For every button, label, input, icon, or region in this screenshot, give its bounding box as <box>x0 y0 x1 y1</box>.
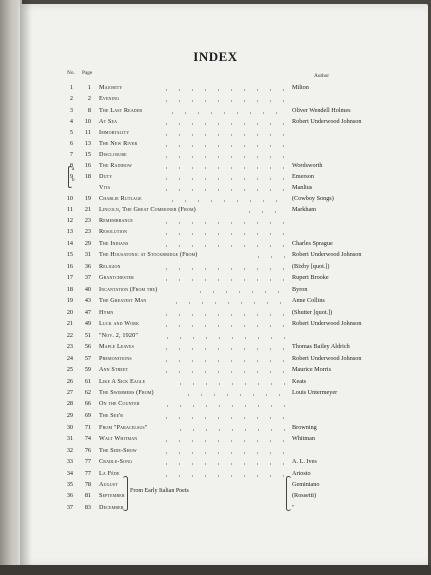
entry-title: Vita <box>99 184 111 191</box>
entry-title: Evening <box>99 95 120 102</box>
entry-title: Premonitions <box>99 355 132 362</box>
leader-dots <box>243 205 285 215</box>
entry-title: Resolution <box>99 228 128 235</box>
table-row <box>0 194 431 204</box>
entry-author: Keats <box>292 378 307 385</box>
entry-number: 19 <box>66 297 73 304</box>
entry-page: 62 <box>84 389 91 396</box>
entry-author: Browning <box>292 424 317 431</box>
entry-author: Robert Underwood Johnson <box>292 355 362 362</box>
leader-dots <box>160 83 285 93</box>
entry-page: 16 <box>84 162 91 169</box>
entry-number: 34 <box>66 470 73 477</box>
entry-number: 22 <box>66 332 73 339</box>
entry-page: 29 <box>84 240 91 247</box>
entry-number: 6 <box>69 140 73 147</box>
entry-number: 10 <box>66 195 73 202</box>
leader-dots <box>160 469 285 479</box>
entry-page: 40 <box>84 286 91 293</box>
entry-page: 77 <box>84 470 91 477</box>
entry-page: 49 <box>84 320 91 327</box>
entry-page: 21 <box>84 206 91 213</box>
table-row <box>0 183 431 193</box>
leader-dots <box>160 183 285 193</box>
entry-page: 51 <box>84 332 91 339</box>
table-row <box>0 388 431 398</box>
leader-dots <box>174 423 285 433</box>
table-row <box>0 319 431 329</box>
table-row <box>0 239 431 249</box>
entry-page: 77 <box>84 458 91 465</box>
entry-title: The Indians <box>99 240 129 247</box>
entry-author: " <box>292 504 295 511</box>
entry-page: 56 <box>84 343 91 350</box>
entry-author: A. L. Ives <box>292 458 317 465</box>
table-row <box>0 342 431 352</box>
table-row <box>0 434 431 444</box>
table-row <box>0 377 431 387</box>
entry-author: Whitman <box>292 435 316 442</box>
entry-number: 30 <box>66 424 73 431</box>
entry-title: Luck and Work <box>99 320 140 327</box>
leader-dots <box>160 172 285 182</box>
entry-number: 3 <box>69 107 73 114</box>
entry-author: Wordsworth <box>292 162 323 169</box>
entry-page: 59 <box>84 366 91 373</box>
entry-number: 32 <box>66 447 73 454</box>
entry-title: Walt Whitman <box>99 435 138 442</box>
entry-page: 19 <box>84 195 91 202</box>
leader-dots <box>160 342 285 352</box>
table-row <box>0 94 431 104</box>
entry-page: 2 <box>87 95 91 102</box>
leader-dots <box>194 285 285 295</box>
leader-dots <box>160 94 285 104</box>
header-page: Page <box>82 70 93 76</box>
entry-author: Oliver Wendell Holmes <box>292 107 351 114</box>
leader-dots <box>166 106 286 116</box>
entry-author: Emerson <box>292 173 314 180</box>
entry-title: Like A Sick Eagle <box>99 378 146 385</box>
entry-page: 43 <box>84 297 91 304</box>
leader-dots <box>160 411 285 421</box>
leader-dots <box>160 434 285 444</box>
entry-page: 66 <box>84 400 91 407</box>
entry-page: 57 <box>84 355 91 362</box>
entry-author: Geminiano <box>292 481 320 488</box>
leader-dots <box>160 319 285 329</box>
entry-number: 20 <box>66 309 73 316</box>
entry-author: Manlius <box>292 184 313 191</box>
entry-page: 69 <box>84 412 91 419</box>
entry-number: 7 <box>69 151 73 158</box>
entry-title: Disclosure <box>99 151 127 158</box>
table-row <box>0 308 431 318</box>
sub-label-b: b <box>72 178 75 183</box>
entry-page: 8 <box>87 107 91 114</box>
leader-dots <box>160 457 285 467</box>
entry-number: 15 <box>66 251 73 258</box>
entry-author: Rupert Brooke <box>292 274 329 281</box>
leader-dots <box>160 139 285 149</box>
entry-title: Incantation (From the) <box>99 286 158 293</box>
entry-page: 37 <box>84 274 91 281</box>
entry-title: December <box>99 504 124 511</box>
entry-number: 27 <box>66 389 73 396</box>
table-row <box>0 227 431 237</box>
entry-title: The Housatonic at Stockbridge (From) <box>99 251 198 258</box>
sub-label-a: a <box>72 167 75 172</box>
bottom-background <box>0 565 431 575</box>
entry-author: Markham <box>292 206 317 213</box>
entry-author: Ariosto <box>292 470 311 477</box>
entry-author: (Shutter [quot.]) <box>292 309 333 316</box>
entry-page: 15 <box>84 151 91 158</box>
entry-title: The Greatest Man <box>99 297 147 304</box>
entry-title: Remembrance <box>99 217 134 224</box>
table-row <box>0 161 431 171</box>
leader-dots <box>160 150 285 160</box>
entry-page: 23 <box>84 217 91 224</box>
entry-title: Hymn <box>99 309 114 316</box>
entry-author: Robert Underwood Johnson <box>292 118 362 125</box>
entry-number: 31 <box>66 435 73 442</box>
entry-title: Cradle-Song <box>99 458 133 465</box>
entry-number: 35 <box>66 481 73 488</box>
table-row <box>0 83 431 93</box>
entry-page: 78 <box>84 481 91 488</box>
entry-page: 11 <box>85 129 91 136</box>
entry-number: 11 <box>67 206 73 213</box>
entry-number: 21 <box>66 320 73 327</box>
entry-title: Majority <box>99 84 123 91</box>
entry-number: 4 <box>69 118 73 125</box>
entry-title: Religion <box>99 263 121 270</box>
table-row <box>0 365 431 375</box>
entry-title: The Rainbow <box>99 162 132 169</box>
leader-dots <box>160 308 285 318</box>
leader-dots <box>160 365 285 375</box>
leader-dots <box>170 296 285 306</box>
table-row <box>0 331 431 341</box>
table-row <box>0 480 431 490</box>
entry-title: September <box>99 492 125 499</box>
entry-author: Maurice Morris <box>292 366 332 373</box>
entry-page: 10 <box>84 118 91 125</box>
entry-author: Louis Untermeyer <box>292 389 338 396</box>
entry-author: Robert Underwood Johnson <box>292 320 362 327</box>
entry-number: 12 <box>66 217 73 224</box>
entry-title: From "Paracelsus" <box>99 424 148 431</box>
table-row <box>0 273 431 283</box>
entry-number: 26 <box>66 378 73 385</box>
leader-dots <box>160 117 285 127</box>
leader-dots <box>252 250 285 260</box>
header-author: Author <box>314 73 330 79</box>
entry-author: Milton <box>292 84 309 91</box>
leader-dots <box>161 331 285 341</box>
table-row <box>0 296 431 306</box>
table-row <box>0 411 431 421</box>
entry-title: La Fède <box>99 470 120 477</box>
entry-title: On the Counter <box>99 400 140 407</box>
entry-number: 17 <box>66 274 73 281</box>
entry-number: 8 <box>69 162 73 169</box>
entry-number: 16 <box>66 263 73 270</box>
entry-page: 18 <box>84 173 91 180</box>
entry-page: 71 <box>84 424 91 431</box>
entry-author: Anne Collins <box>292 297 325 304</box>
table-row <box>0 106 431 116</box>
table-row <box>0 423 431 433</box>
table-row <box>0 150 431 160</box>
entry-page: 81 <box>84 492 91 499</box>
leader-dots <box>182 388 285 398</box>
entry-page: 1 <box>87 84 91 91</box>
entry-number: 1 <box>69 84 73 91</box>
entry-page: 76 <box>84 447 91 454</box>
entry-number: 29 <box>66 412 73 419</box>
table-row <box>0 399 431 409</box>
table-row <box>0 216 431 226</box>
entry-page: 74 <box>84 435 91 442</box>
entry-title: Ann Street <box>99 366 129 373</box>
entry-title: Lincoln, The Great Commoner (From) <box>99 206 196 213</box>
leader-dots <box>160 446 285 456</box>
entry-page: 61 <box>84 378 91 385</box>
entry-title: Maple Leaves <box>99 343 135 350</box>
brace-italian-right <box>286 476 291 511</box>
table-row <box>0 139 431 149</box>
entry-number: 23 <box>66 343 73 350</box>
leader-dots <box>160 273 285 283</box>
table-row <box>0 205 431 215</box>
entry-title: Grantchester <box>99 274 134 281</box>
entry-title: The Last Reader <box>99 107 143 114</box>
header-no: No. <box>67 70 75 76</box>
entry-page: 47 <box>84 309 91 316</box>
entry-number: 28 <box>66 400 73 407</box>
entry-number: 33 <box>66 458 73 465</box>
entry-number: 5 <box>69 129 73 136</box>
leader-dots <box>160 128 285 138</box>
table-row <box>0 250 431 260</box>
entry-number: 24 <box>66 355 73 362</box>
entry-title: The Swimmers (From) <box>99 389 154 396</box>
entry-number: 9 <box>69 173 73 180</box>
leader-dots <box>161 399 285 409</box>
brace-italian-left <box>123 476 128 511</box>
entry-title: At Sea <box>99 118 118 125</box>
entry-title: August <box>99 481 118 488</box>
table-row <box>0 354 431 364</box>
table-row <box>0 262 431 272</box>
entry-title: The New River <box>99 140 138 147</box>
entry-title: Charlie Rutlage <box>99 195 142 202</box>
entry-number: 14 <box>66 240 73 247</box>
table-row <box>0 503 431 513</box>
entry-title: "Nov. 2, 1920" <box>99 332 139 339</box>
entry-page: 31 <box>84 251 91 258</box>
brace-9 <box>68 166 75 188</box>
table-row <box>0 128 431 138</box>
entry-author: (Cowboy Songs) <box>292 195 334 202</box>
entry-author: Byron <box>292 286 308 293</box>
leader-dots <box>160 227 285 237</box>
entry-title: The See'r <box>99 412 124 419</box>
leader-dots <box>160 216 285 226</box>
entry-page: 23 <box>84 228 91 235</box>
table-row <box>0 117 431 127</box>
entry-number: 36 <box>66 492 73 499</box>
leader-dots <box>166 194 286 204</box>
entry-number: 13 <box>66 228 73 235</box>
table-row <box>0 491 431 501</box>
entry-author: (Bixby [quot.]) <box>292 263 330 270</box>
entry-number: 37 <box>66 504 73 511</box>
entry-author: Charles Sprague <box>292 240 333 247</box>
entry-page: 83 <box>84 504 91 511</box>
leader-dots <box>160 239 285 249</box>
entry-number: 25 <box>66 366 73 373</box>
entry-author: (Rossetti) <box>292 492 317 499</box>
leader-dots <box>174 377 285 387</box>
entry-page: 13 <box>84 140 91 147</box>
group-note: From Early Italian Poets <box>130 488 189 494</box>
entry-title: Duty <box>99 173 113 180</box>
table-row <box>0 172 431 182</box>
entry-number: 18 <box>66 286 73 293</box>
leader-dots <box>160 161 285 171</box>
leader-dots <box>160 262 285 272</box>
entry-title: The Side-Show <box>99 447 137 454</box>
entry-title: Immortality <box>99 129 130 136</box>
leader-dots <box>160 354 285 364</box>
table-row <box>0 457 431 467</box>
page-title: INDEX <box>193 49 238 64</box>
entry-page: 36 <box>84 263 91 270</box>
entry-author: Robert Underwood Johnson <box>292 251 362 258</box>
entry-number: 2 <box>69 95 73 102</box>
table-row <box>0 446 431 456</box>
table-row <box>0 469 431 479</box>
entry-author: Thomas Bailey Aldrich <box>292 343 350 350</box>
table-row <box>0 285 431 295</box>
